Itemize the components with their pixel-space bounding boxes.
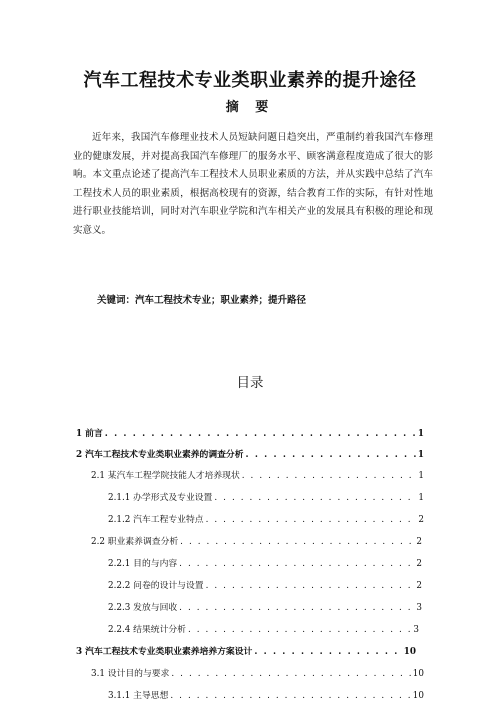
toc-entry-label: 2.2.2 问卷的设计与设置 [108, 581, 204, 591]
keywords-line: 关键词：汽车工程技术专业；职业素养；提升路径 [97, 295, 307, 306]
toc-entry[interactable] [91, 665, 424, 679]
toc-leader-dots [214, 493, 416, 503]
toc-entry-page: 3 [416, 603, 422, 613]
toc-entry-label: 2.2 职业素养调查分析 [91, 537, 179, 547]
toc-leader-dots [170, 691, 410, 701]
toc-entry-label: 3.1 设计目的与要求 [91, 669, 170, 679]
toc-entry-page: 2 [416, 581, 422, 591]
toc-entry[interactable] [108, 577, 422, 591]
toc-leader-dots [242, 471, 417, 481]
toc-entry-page: 2 [416, 537, 422, 547]
toc-leader-dots [105, 429, 416, 439]
toc-entry[interactable] [108, 687, 424, 701]
toc-heading: 目录 [236, 375, 264, 391]
toc-entry[interactable] [76, 643, 416, 657]
toc-entry[interactable] [108, 489, 424, 503]
toc-entry[interactable] [76, 446, 424, 460]
toc-entry-page: 2 [416, 559, 422, 569]
toc-entry-page: 3 [413, 625, 419, 635]
toc-leader-dots [246, 450, 416, 460]
toc-entry-label: 3.1.1 主导思想 [108, 691, 169, 701]
toc-leader-dots [171, 669, 410, 679]
abstract-text: 近年来，我国汽车修理业技术人员短缺问题日趋突出，严重制约着我国汽车修理业的健康发展，并对提高我国汽车修理厂的服务水平、顾客满意程度造成了很大的影响。本文重点论述了提高汽车工程技术人员职业素质的方法，并从实践中总结了汽车工程技术人员的职业素质，根据高校现有的资源，结合教育工作的实际，有针对性地进行职业技能培训，同时对汽车职业学院和汽车相关产业的发展具有积极的理论和现实意义。 [73, 132, 433, 236]
toc-entry[interactable] [108, 621, 419, 635]
toc-entry[interactable] [91, 467, 424, 481]
toc-entry-label: 2.1.2 汽车工程专业特点 [108, 515, 204, 525]
toc-entry-label: 2 汽车工程技术专业类职业素养的调查分析 [76, 450, 244, 460]
toc-leader-dots [188, 625, 411, 635]
abstract-heading: 摘 要 [225, 100, 275, 115]
toc-leader-dots [206, 581, 415, 591]
toc-entry-label: 2.1.1 办学形式及专业设置 [108, 493, 213, 503]
toc-entry-page: 10 [403, 647, 416, 657]
toc-entry-label: 3 汽车工程技术专业类职业素养培养方案设计 [76, 647, 253, 657]
toc-leader-dots [179, 559, 414, 569]
toc-entry-label: 2.2.3 发放与回收 [108, 603, 178, 613]
toc-entry[interactable] [108, 511, 424, 525]
toc-leader-dots [180, 537, 414, 547]
toc-entry-page: 2 [418, 515, 424, 525]
toc-entry-label: 2.2.1 目的与内容 [108, 559, 178, 569]
toc-entry-label: 2.2.4 结果统计分析 [108, 625, 186, 635]
toc-entry[interactable] [108, 599, 422, 613]
toc-entry-page: 10 [412, 691, 424, 701]
toc-entry-label: 1 前言 [76, 429, 103, 439]
toc-entry-page: 1 [417, 429, 424, 439]
toc-entry-label: 2.1 某汽车工程学院技能人才培养现状 [91, 471, 240, 481]
toc-entry-page: 1 [417, 450, 424, 460]
toc-entry[interactable] [76, 425, 424, 439]
toc-entry[interactable] [108, 555, 422, 569]
toc-entry-page: 1 [418, 493, 424, 503]
toc-entry-page: 10 [412, 669, 424, 679]
toc-leader-dots [254, 647, 401, 657]
document-title: 汽车工程技术专业类职业素养的提升途径 [83, 70, 417, 91]
toc-leader-dots [206, 515, 417, 525]
abstract-body [73, 129, 433, 240]
toc-leader-dots [179, 603, 414, 613]
toc-entry[interactable] [91, 533, 422, 547]
toc-entry-page: 1 [418, 471, 424, 481]
